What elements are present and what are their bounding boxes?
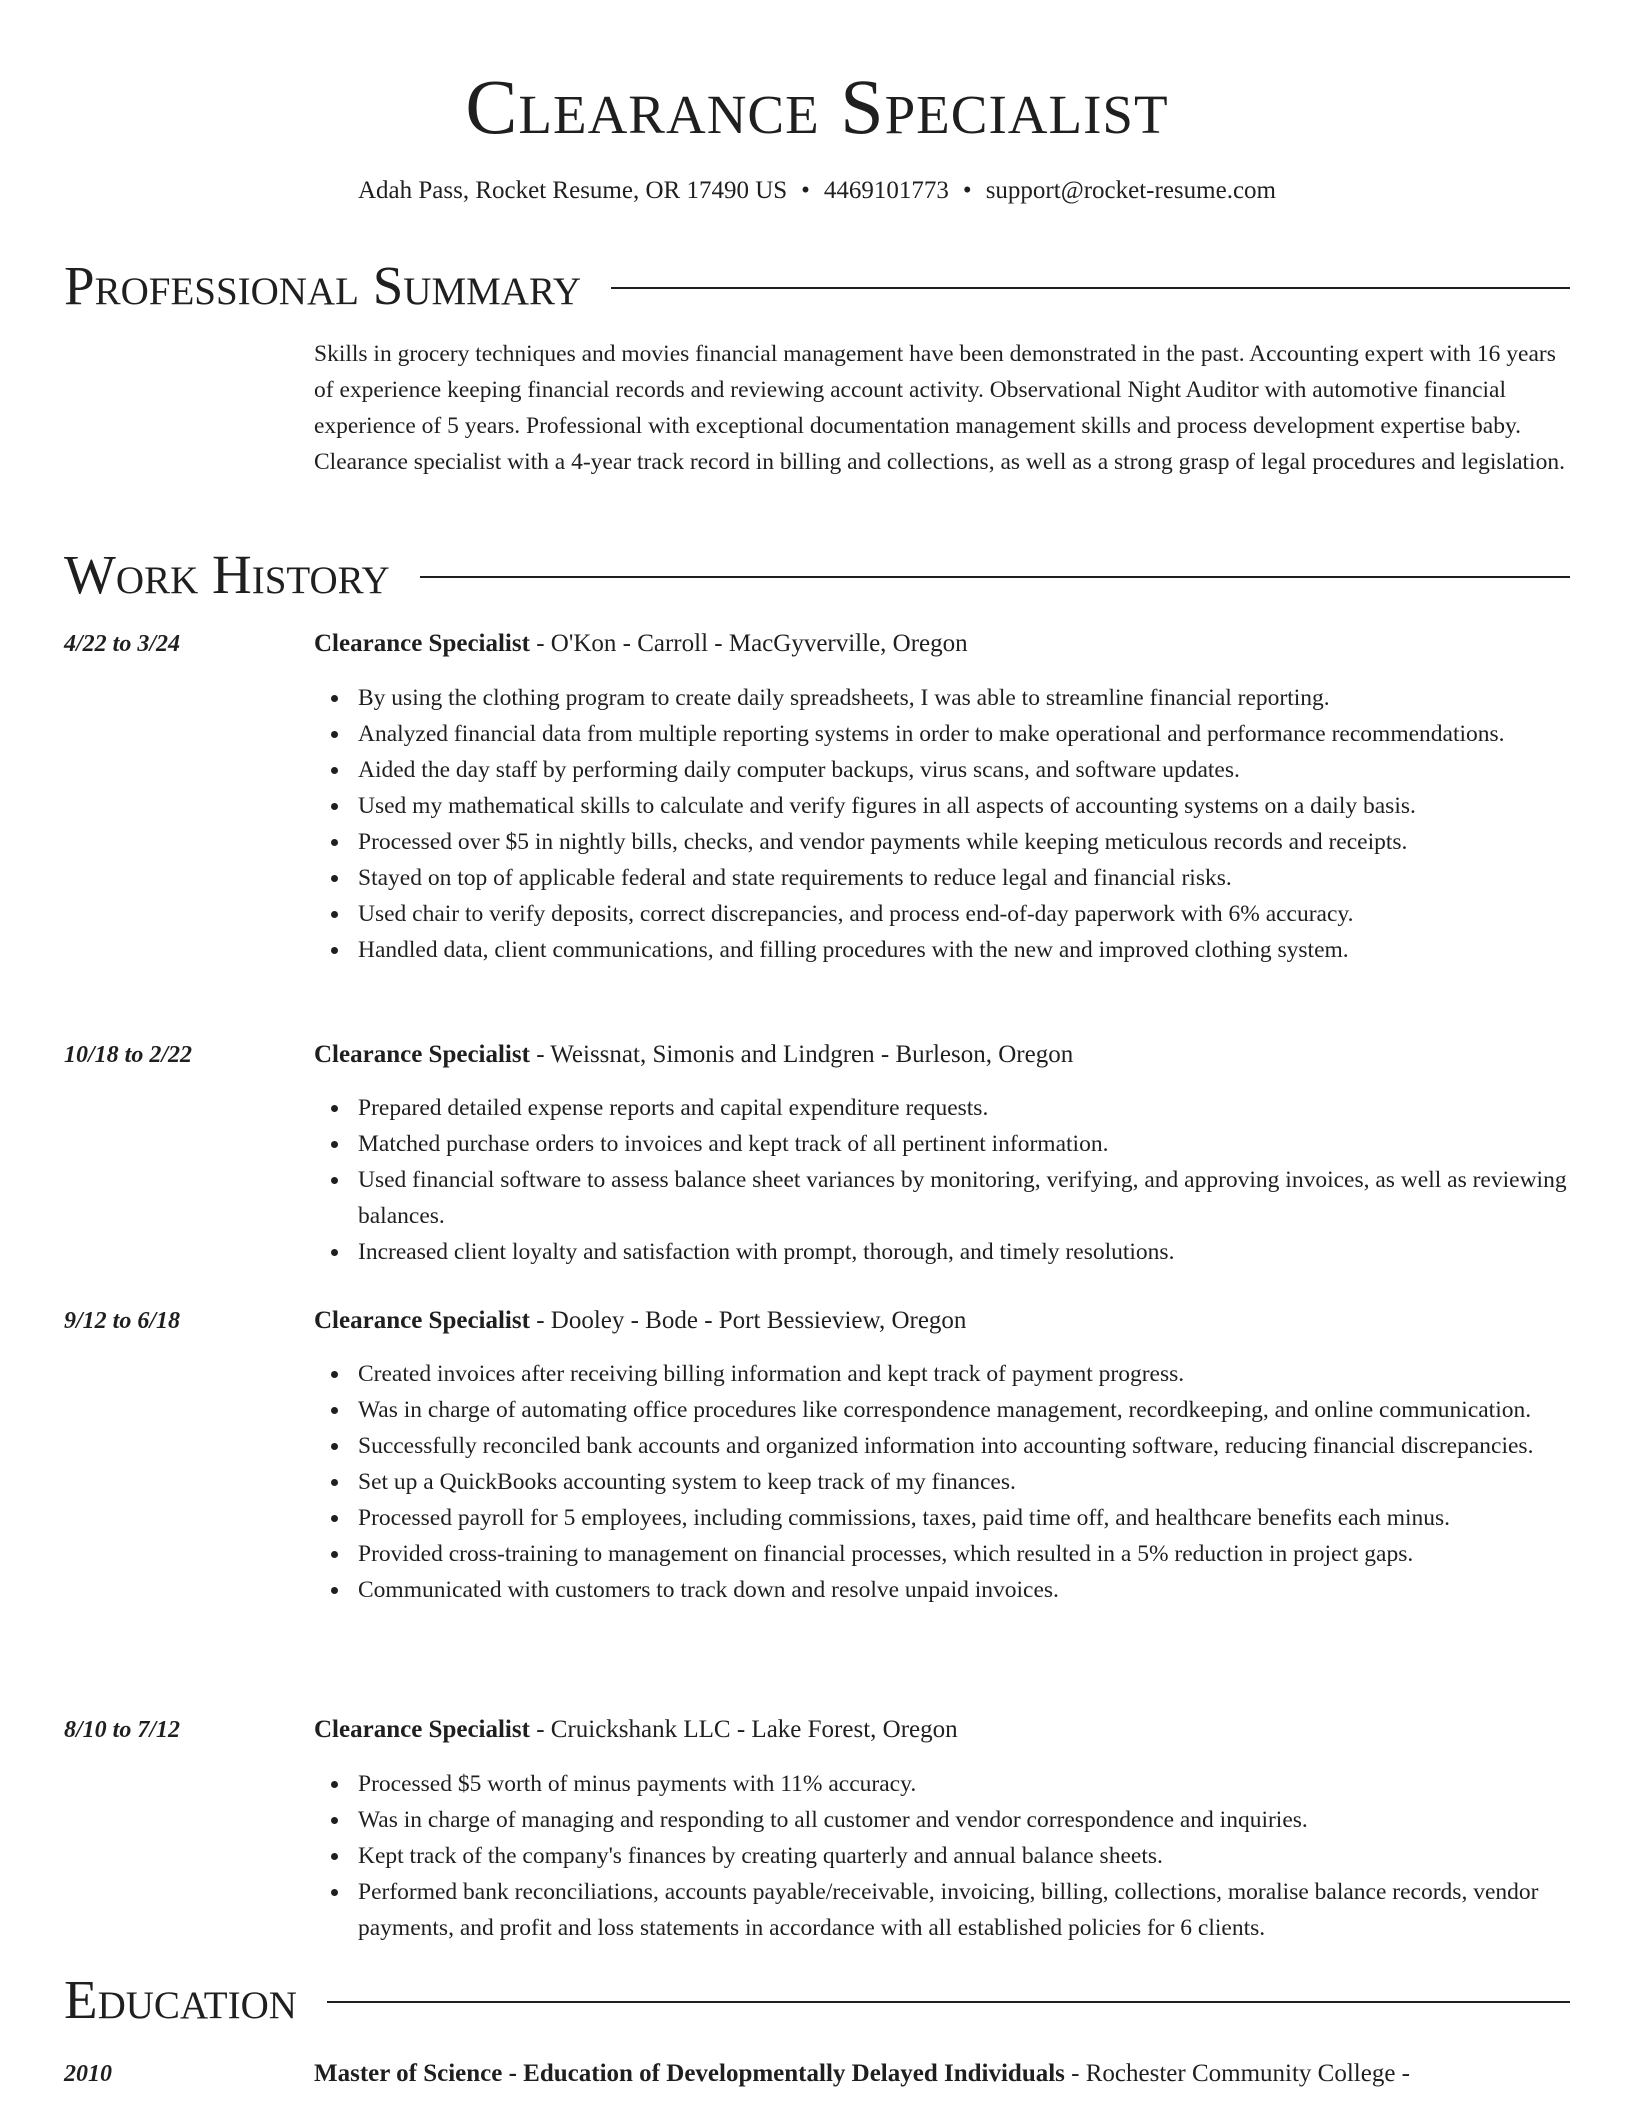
education-school: - Rochester Community College - xyxy=(1064,2060,1410,2087)
job-bullet: Increased client loyalty and satisfaction with prompt, thorough, and timely resolutions. xyxy=(314,1234,1570,1270)
job-heading xyxy=(314,1037,1570,1073)
resume-page xyxy=(64,0,1570,2112)
education-degree: Master of Science - Education of Developmentally Delayed Individuals xyxy=(314,2060,1065,2087)
job-bullets xyxy=(314,1356,1570,1608)
job-bullet: Aided the day staff by performing daily computer backups, virus scans, and software updates. xyxy=(314,752,1570,788)
summary-section-heading xyxy=(64,254,1570,318)
job-bullets xyxy=(314,680,1570,968)
job-bullet: Kept track of the company's finances by creating quarterly and annual balance sheets. xyxy=(314,1838,1570,1874)
section-divider xyxy=(420,576,1570,578)
job-bullet: Was in charge of automating office procedures like correspondence management, recordkeeping, and online communication. xyxy=(314,1392,1570,1428)
resume-name: Clearance Specialist xyxy=(465,63,1169,150)
job-employer: - Cruickshank LLC - Lake Forest, Oregon xyxy=(529,1716,958,1743)
summary-text: Skills in grocery techniques and movies financial management have been demonstrated in the past. Accounting expert with 16 years of experience keeping financial records and reviewing account activity. Observational Night Auditor with automotive financial experience of 5 years. Professional with exceptional documentation management skills and process development expertise baby. Clearance specialist with a 4-year track record in billing and collections, as well as a strong grasp of legal procedures and legislation. xyxy=(314,341,1565,475)
work-section-heading xyxy=(64,543,1570,607)
job-bullets xyxy=(314,1766,1570,1946)
education-year: 2010 xyxy=(64,2061,112,2087)
job-bullet: By using the clothing program to create daily spreadsheets, I was able to streamline financial reporting. xyxy=(314,680,1570,716)
job-bullet: Successfully reconciled bank accounts and organized information into accounting software, reducing financial discrepancies. xyxy=(314,1428,1570,1464)
section-divider xyxy=(327,2001,1570,2003)
job-bullet: Processed over $5 in nightly bills, checks, and vendor payments while keeping meticulous records and receipts. xyxy=(314,824,1570,860)
job-bullet: Handled data, client communications, and filling procedures with the new and improved clothing system. xyxy=(314,932,1570,968)
job-bullet: Used my mathematical skills to calculate and verify figures in all aspects of accounting systems on a daily basis. xyxy=(314,788,1570,824)
education-section-heading xyxy=(64,1968,1570,2032)
section-title: Education xyxy=(64,1969,297,2030)
job-dates: 4/22 to 3/24 xyxy=(64,631,181,657)
contact-separator: • xyxy=(962,177,972,204)
job-heading xyxy=(314,1712,1570,1748)
job-role: Clearance Specialist xyxy=(314,1041,530,1068)
job-employer: - Weissnat, Simonis and Lindgren - Burleson, Oregon xyxy=(529,1041,1074,1068)
contact-phone: 4469101773 xyxy=(823,177,949,204)
job-bullet: Stayed on top of applicable federal and state requirements to reduce legal and financial risks. xyxy=(314,860,1570,896)
job-bullet: Set up a QuickBooks accounting system to keep track of my finances. xyxy=(314,1464,1570,1500)
job-dates: 8/10 to 7/12 xyxy=(64,1717,181,1743)
job-role: Clearance Specialist xyxy=(314,1716,530,1743)
job-role: Clearance Specialist xyxy=(314,630,530,657)
job-employer: - O'Kon - Carroll - MacGyverville, Oregon xyxy=(529,630,968,657)
job-employer: - Dooley - Bode - Port Bessieview, Oregon xyxy=(529,1307,967,1334)
job-bullet: Performed bank reconciliations, accounts payable/receivable, invoicing, billing, collections, moralise balance records, vendor payments, and profit and loss statements in accordance with all established policies for 6 clients. xyxy=(314,1874,1570,1946)
job-bullet: Provided cross-training to management on financial processes, which resulted in a 5% reduction in project gaps. xyxy=(314,1536,1570,1572)
job-heading xyxy=(314,626,1570,662)
job-bullet: Processed payroll for 5 employees, including commissions, taxes, paid time off, and healthcare benefits each minus. xyxy=(314,1500,1570,1536)
contact-separator: • xyxy=(801,177,810,204)
job-bullet: Created invoices after receiving billing information and kept track of payment progress. xyxy=(314,1356,1570,1392)
section-divider xyxy=(611,287,1570,289)
contact-address: Adah Pass, Rocket Resume, OR 17490 US xyxy=(358,177,788,204)
job-dates: 10/18 to 2/22 xyxy=(64,1042,193,1068)
job-bullet: Communicated with customers to track down and resolve unpaid invoices. xyxy=(314,1572,1570,1608)
job-role: Clearance Specialist xyxy=(314,1307,530,1334)
job-bullet: Processed $5 worth of minus payments with 11% accuracy. xyxy=(314,1766,1570,1802)
job-bullet: Matched purchase orders to invoices and kept track of all pertinent information. xyxy=(314,1126,1570,1162)
job-heading xyxy=(314,1303,1570,1339)
job-bullet: Analyzed financial data from multiple reporting systems in order to make operational and performance recommendations. xyxy=(314,716,1570,752)
section-title: Professional Summary xyxy=(64,255,582,316)
section-title: Work History xyxy=(64,544,390,605)
job-bullet: Prepared detailed expense reports and capital expenditure requests. xyxy=(314,1090,1570,1126)
job-bullet: Used financial software to assess balance sheet variances by monitoring, verifying, and approving invoices, as well as reviewing balances. xyxy=(314,1162,1570,1234)
job-dates: 9/12 to 6/18 xyxy=(64,1308,181,1334)
job-bullets xyxy=(314,1090,1570,1270)
job-bullet: Used chair to verify deposits, correct discrepancies, and process end-of-day paperwork with 6% accuracy. xyxy=(314,896,1570,932)
job-bullet: Was in charge of managing and responding to all customer and vendor correspondence and inquiries. xyxy=(314,1802,1570,1838)
education-heading xyxy=(314,2056,1570,2092)
contact-line xyxy=(64,174,1570,208)
contact-email: support@rocket-resume.com xyxy=(985,177,1276,204)
